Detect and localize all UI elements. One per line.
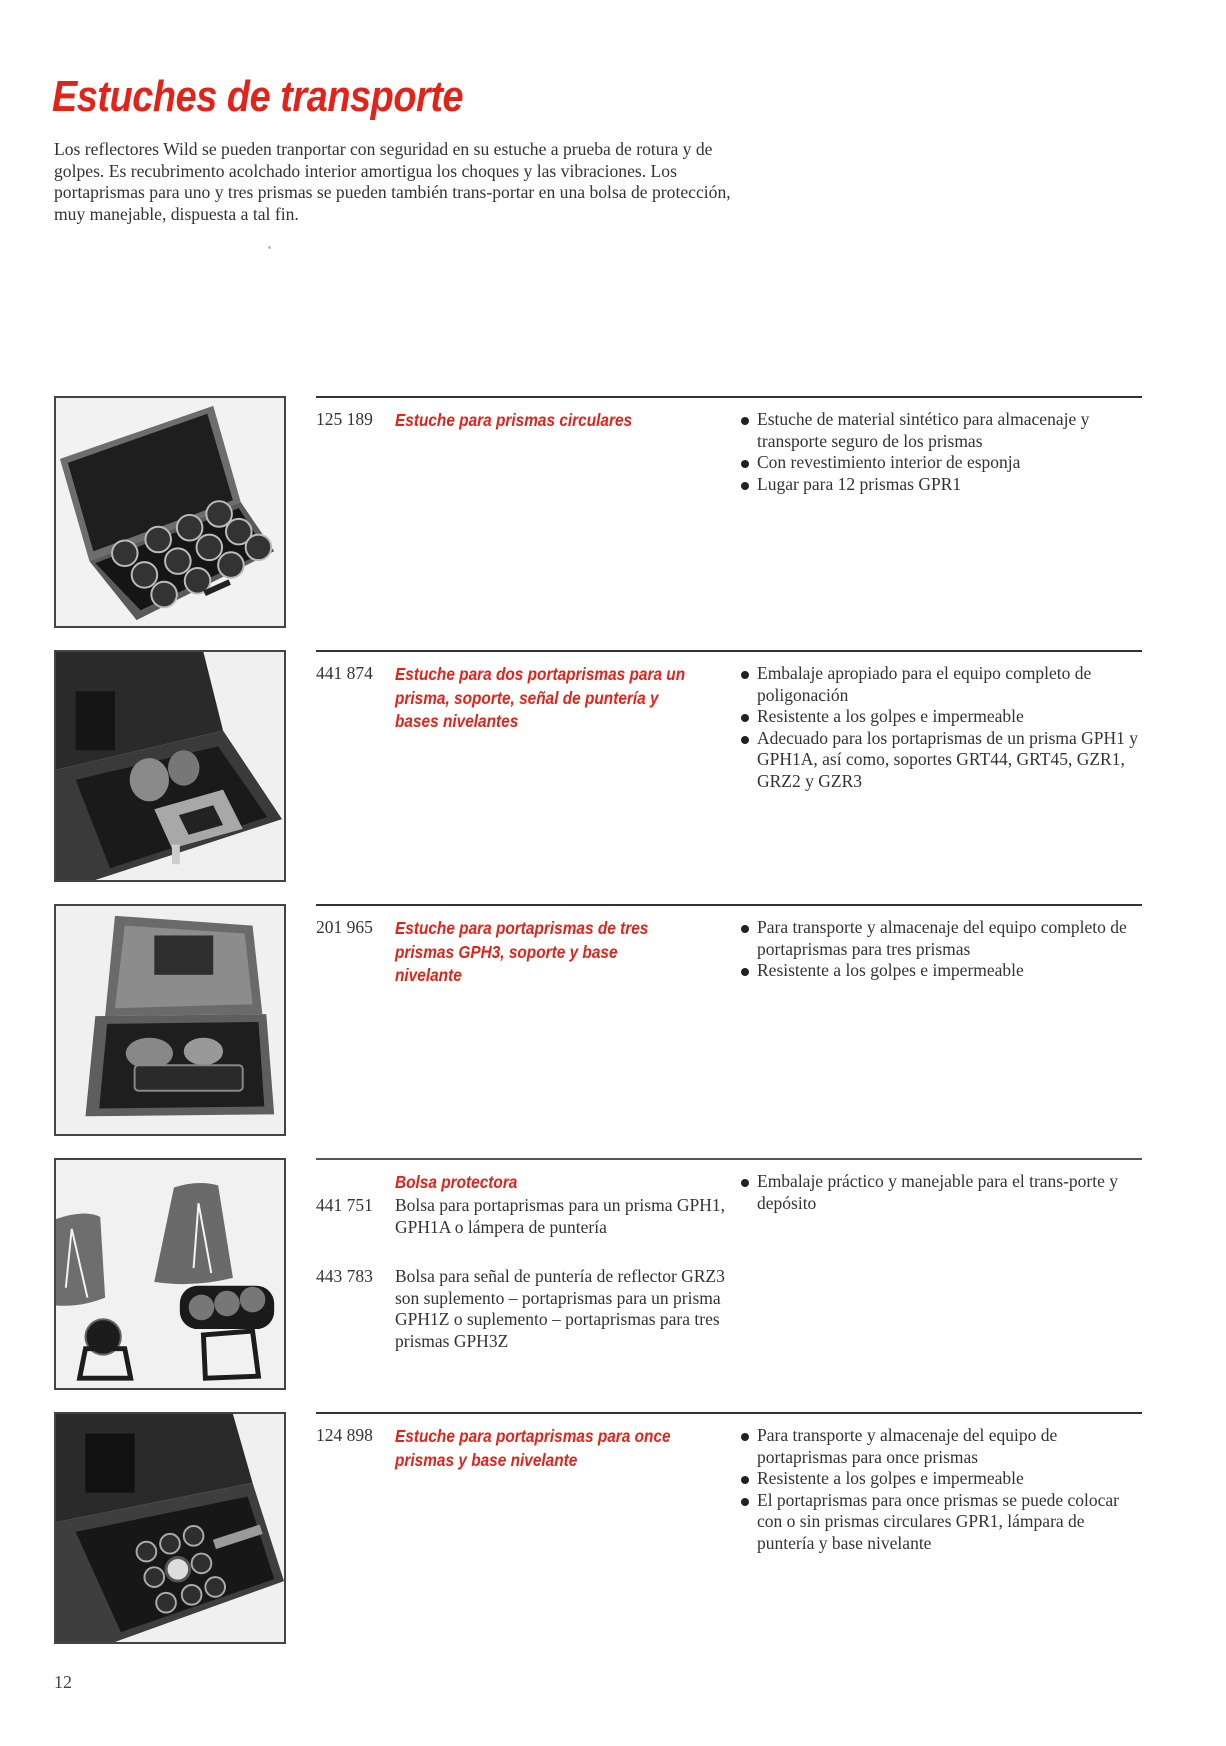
product-entry <box>0 396 1226 634</box>
product-description: Bolsa para portaprismas para un prisma GPH1, GPH1A o lámpera de puntería <box>395 1195 725 1237</box>
section-divider <box>316 650 1142 652</box>
product-entry <box>0 904 1226 1142</box>
traverse-case-illustration <box>56 652 284 880</box>
feature-item: El portaprismas para once prismas se puede colocar con o sin prismas circulares GPR1, lámpara de puntería y base nivelante <box>740 1490 1145 1555</box>
product-photo-triple-prism-case <box>54 904 286 1136</box>
product-photo-traverse-case <box>54 650 286 882</box>
section-divider <box>316 1158 1142 1160</box>
prism-case-illustration <box>56 398 284 626</box>
product-name: Estuche para prismas circulares <box>395 410 633 430</box>
feature-item: Para transporte y almacenaje del equipo completo de portaprismas para tres prismas <box>740 917 1145 960</box>
product-name: Estuche para portaprismas de tres prismas GPH3, soporte y base nivelante <box>395 918 649 985</box>
feature-list <box>740 409 1145 495</box>
product-code: 124 898 <box>316 1425 373 1445</box>
product-entry <box>0 650 1226 888</box>
product-photo-protective-bags <box>54 1158 286 1390</box>
feature-item: Estuche de material sintético para almacenaje y transporte seguro de los prismas <box>740 409 1145 452</box>
feature-list <box>740 663 1145 792</box>
eleven-prism-case-illustration <box>56 1414 284 1642</box>
protective-bags-illustration <box>56 1160 284 1388</box>
product-name: Bolsa protectora <box>395 1172 518 1192</box>
intro-paragraph: Los reflectores Wild se pueden tranportar con seguridad en su estuche a prueba de rotura y de golpes. Es recubrimento acolchado interior amortigua los choques y las vibraciones. Los portaprismas para uno y tres prismas se pueden también trans-portar en una bolsa de protección, muy manejable, dispuesta a tal fin. <box>54 139 731 224</box>
product-code: 441 874 <box>316 663 373 683</box>
feature-item: Resistente a los golpes e impermeable <box>740 960 1145 982</box>
product-photo-eleven-prism-case <box>54 1412 286 1644</box>
product-description: Bolsa para señal de puntería de reflector GRZ3 son suplemento – portaprismas para un prisma GPH1Z o suplemento – portaprismas para tres prismas GPH3Z <box>395 1266 725 1351</box>
feature-item: Embalaje apropiado para el equipo completo de poligonación <box>740 663 1145 706</box>
page-number: 12 <box>54 1672 72 1692</box>
section-divider <box>316 396 1142 398</box>
product-code: 443 783 <box>316 1266 373 1286</box>
product-code: 125 189 <box>316 409 373 429</box>
feature-item: Resistente a los golpes e impermeable <box>740 706 1145 728</box>
feature-list <box>740 1425 1145 1554</box>
feature-item: Con revestimiento interior de esponja <box>740 452 1145 474</box>
feature-item: Resistente a los golpes e impermeable <box>740 1468 1145 1490</box>
product-entry <box>0 1412 1226 1650</box>
page-title: Estuches de transporte <box>52 72 464 121</box>
product-code: 441 751 <box>316 1195 373 1215</box>
triple-prism-case-illustration <box>56 906 284 1134</box>
product-name: Estuche para portaprismas para once prismas y base nivelante <box>395 1426 671 1470</box>
product-photo-prism-case <box>54 396 286 628</box>
feature-list <box>740 917 1145 982</box>
product-code: 201 965 <box>316 917 373 937</box>
print-speck <box>268 246 271 249</box>
feature-item: Adecuado para los portaprismas de un prisma GPH1 y GPH1A, así como, soportes GRT44, GRT45, GZR1, GRZ2 y GZR3 <box>740 728 1145 793</box>
feature-list <box>740 1171 1145 1214</box>
product-name: Estuche para dos portaprismas para un prisma, soporte, señal de puntería y bases nivelantes <box>395 664 686 731</box>
feature-item: Lugar para 12 prismas GPR1 <box>740 474 1145 496</box>
feature-item: Embalaje práctico y manejable para el trans-porte y depósito <box>740 1171 1145 1214</box>
section-divider <box>316 1412 1142 1414</box>
feature-item: Para transporte y almacenaje del equipo de portaprismas para once prismas <box>740 1425 1145 1468</box>
section-divider <box>316 904 1142 906</box>
product-entry <box>0 1158 1226 1396</box>
